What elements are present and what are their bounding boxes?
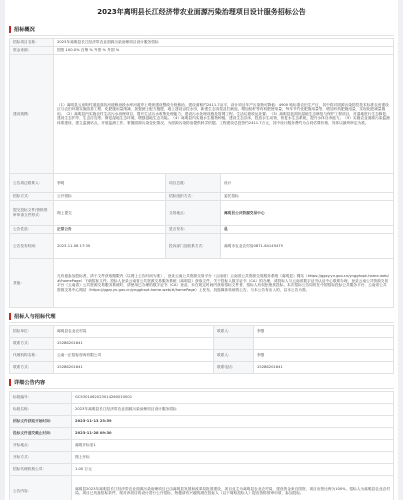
field-label: 招标文件获取开始时间： bbox=[10, 416, 72, 428]
field-label: 标段编号： bbox=[10, 392, 72, 404]
field-label: 提交投标文件/资格预审申请文件形式： bbox=[10, 201, 54, 226]
section-title: 招标概况 bbox=[14, 27, 35, 33]
section-marker-icon bbox=[9, 26, 11, 33]
project-scale: （1）离明县云泉街村道盒面坑河道修治段水库河道岸上堤坝建设整改分段修治，建设面积约2411.7亩平，设计项目年产污染物可降低：4900 吨标准农田生产区，其中将对面源污染防控技术标准农田建设区与农田环境实施改善工程，化肥施用量削减，加强测土配方施肥，地上建设亩控水田，新建生态沟渠及拦截池，增加秸秆等有机肥使用量，每年节约化肥施用量等，增加有机肥施用量，实现化肥减量施用。（2）离明县内实施农村生活污水治理项目，提升生活污水收集处理能力，建设污水处理设施及管网工程，生活垃圾收运处置；（3）离明县盒面坑湿地生态修复与保护工程项目，对湿地进行生态修复，建设生态护岸、生态浮岛等，修复湿地生态环境，增强湿地生态功能。（4）离明县内实施水生植物种植，建设生态浮床，投放水生动物，恢复水生态系统，提升水体自净能力。（5）实施农业面源污染监测体系建设，建立监测站点，开展监测工作，掌握面源污染变化情况，为面源污染防治提供科学依据。工程建设总投资约2411.7万元，其中设计服务费约为合同估算价格，具体以最终审定为准。 bbox=[54, 55, 394, 174]
field-label: 联系人： bbox=[214, 350, 254, 362]
section-overview bbox=[9, 24, 394, 36]
field-value: 李强 bbox=[254, 350, 394, 362]
field-value: 15288201641 bbox=[54, 362, 214, 374]
field-label: 联系方式： bbox=[10, 362, 54, 374]
table-row bbox=[10, 440, 394, 452]
section-marker-icon bbox=[9, 313, 11, 320]
table-row bbox=[10, 350, 394, 362]
complaint-contact: 离明市农业农村局0871-64149475 bbox=[221, 234, 394, 259]
field-label: 公告性质： bbox=[10, 226, 54, 234]
field-value: 李明 bbox=[54, 174, 166, 193]
table-row bbox=[10, 201, 394, 226]
detail-table bbox=[9, 391, 394, 500]
table-row bbox=[10, 464, 394, 476]
field-label: 开标地点： bbox=[10, 440, 72, 452]
field-label: 联系电话： bbox=[214, 362, 254, 374]
table-row bbox=[10, 338, 394, 350]
field-value: 是 bbox=[221, 226, 394, 234]
field-label: 代理机构名称： bbox=[10, 350, 54, 362]
field-label: 投标文件递交截止时间： bbox=[10, 428, 72, 440]
publish-time: 2023-11-06 17:30 bbox=[54, 234, 166, 259]
notice-content: 离明县2023年离明县长江经济带农业面源污染治理项目已由离明县发展和改革局批准建设，项目业主为离明县农业农村局，建设资金来自国资，项目出资比例为100%，招标人为离明县农业农村局。项目已具备招标条件，现对该项目的设计进行公开招标，特邀请有兴趣的潜在投标人（以下简称投标人）提出资格预审申请，参加投标。 bbox=[72, 476, 394, 500]
field-label: 公告内容： bbox=[10, 476, 72, 500]
table-row bbox=[10, 452, 394, 464]
section-title: 招标人与招标代理 bbox=[14, 314, 56, 320]
table-row bbox=[10, 226, 394, 234]
table-row bbox=[10, 174, 394, 193]
table-row bbox=[10, 234, 394, 259]
field-label: 招标组织方式： bbox=[166, 193, 221, 201]
field-value: 李强 bbox=[254, 326, 394, 338]
field-label: 建设规模： bbox=[10, 55, 54, 174]
field-value: 离明开标室1 bbox=[72, 440, 394, 452]
field-label: 联系方式： bbox=[10, 338, 54, 350]
section-marker-icon bbox=[9, 379, 11, 386]
table-row bbox=[10, 39, 394, 47]
section-detail bbox=[9, 377, 394, 389]
field-value bbox=[254, 338, 394, 350]
table-row bbox=[10, 47, 394, 55]
field-label: 是否发布： bbox=[166, 226, 221, 234]
field-value: 2023年离明县长江经济带农业面源污染治理项目设计服务招标 bbox=[72, 404, 394, 416]
overview-table bbox=[9, 38, 394, 308]
field-value: 公开招标 bbox=[54, 193, 166, 201]
field-value: 网上提交 bbox=[54, 201, 166, 226]
field-label: 开标方式： bbox=[10, 452, 72, 464]
table-row bbox=[10, 55, 394, 174]
field-label: 公告周边联系人： bbox=[10, 174, 54, 193]
table-row bbox=[10, 193, 394, 201]
section-agency bbox=[9, 311, 394, 323]
field-value: 离明县农业农村局 bbox=[54, 326, 214, 338]
notice-nature: 正常公告 bbox=[54, 226, 166, 234]
field-label: 招标方式： bbox=[10, 193, 54, 201]
table-row bbox=[10, 362, 394, 374]
field-value: 15288201641 bbox=[54, 338, 214, 350]
field-label: 招标单位： bbox=[10, 326, 54, 338]
table-row bbox=[10, 404, 394, 416]
field-label: 交易地点： bbox=[166, 201, 221, 226]
field-label: 投诉部门及联系方式： bbox=[166, 234, 221, 259]
table-row bbox=[10, 416, 394, 428]
table-row bbox=[10, 259, 394, 308]
other-notes: 凡有意参加投标者，请于文件获取期限内（以网上公告时间为准），登录云南公共资源交易平台（云南省）云南省公共资源交易服务系统（离明县）网站（https://ggzy.yn.gov.cn/yngghxpt-home-web/#/homePage）下载招标文件。投标人登录云南省公共资源交易服务系统（离明县）获取文件，关于投标人数字证书（CA）的办理，请投标人与云南省数字证书认证中心联系办理，登录云南公共资源交易平台（云南省）公共资源交易服务系统时，请使用已办理的数字证书（CA）登录。未在规定时间内获取招标文件者，招标人有权拒绝其投标。本次招标公告同时在中国招标投标公共服务平台、云南省公共资源交易中心网站（https://ggzy.yn.gov.cn/yngghxpt-home-web/#/homePage）上发布，其他媒体转载的公告，与本公告有出入的，以本公告为准。 bbox=[54, 259, 394, 308]
page-title: 2023年离明县长江经济带农业面源污染治理项目设计服务招标公告 bbox=[97, 8, 306, 16]
table-row bbox=[10, 428, 394, 440]
field-label: 招标项目名称： bbox=[10, 39, 54, 47]
field-label: 公告发布时间： bbox=[10, 234, 54, 259]
agency-table bbox=[9, 325, 394, 374]
field-value: 云南一正招标咨询有限公司 bbox=[54, 350, 214, 362]
field-value: 2023-11-28 09:30 bbox=[72, 428, 394, 440]
field-value: 委托招标 bbox=[221, 193, 394, 201]
table-row bbox=[10, 392, 394, 404]
field-value: 1.00 万元 bbox=[72, 464, 394, 476]
field-label: 标段名称： bbox=[10, 404, 72, 416]
section-title: 详细公告内容 bbox=[14, 380, 46, 386]
field-value: 设计 bbox=[221, 174, 394, 193]
field-label: 联系人： bbox=[214, 326, 254, 338]
funding-source: 国资 100.0% 自筹 % 外资 % 外国 % bbox=[54, 47, 394, 55]
field-label: 招标代理机构公司： bbox=[10, 464, 72, 476]
field-value: 网上开标 bbox=[72, 452, 394, 464]
table-row bbox=[10, 476, 394, 500]
table-row bbox=[10, 326, 394, 338]
field-label bbox=[214, 338, 254, 350]
field-label: 资金来源： bbox=[10, 47, 54, 55]
field-value: 2023-11-13 23:59 bbox=[72, 416, 394, 428]
page bbox=[5, 0, 398, 500]
field-label: 其他： bbox=[10, 259, 54, 308]
trade-location: 离明县公共资源交易中心 bbox=[221, 201, 394, 226]
field-label: 项目总数： bbox=[166, 174, 221, 193]
field-value: GC5301062023014260010001 bbox=[72, 392, 394, 404]
project-name: 2023年离明县长江经济带农业面源污染治理项目设计服务招标 bbox=[54, 39, 394, 47]
field-value: 15288201641 bbox=[254, 362, 394, 374]
